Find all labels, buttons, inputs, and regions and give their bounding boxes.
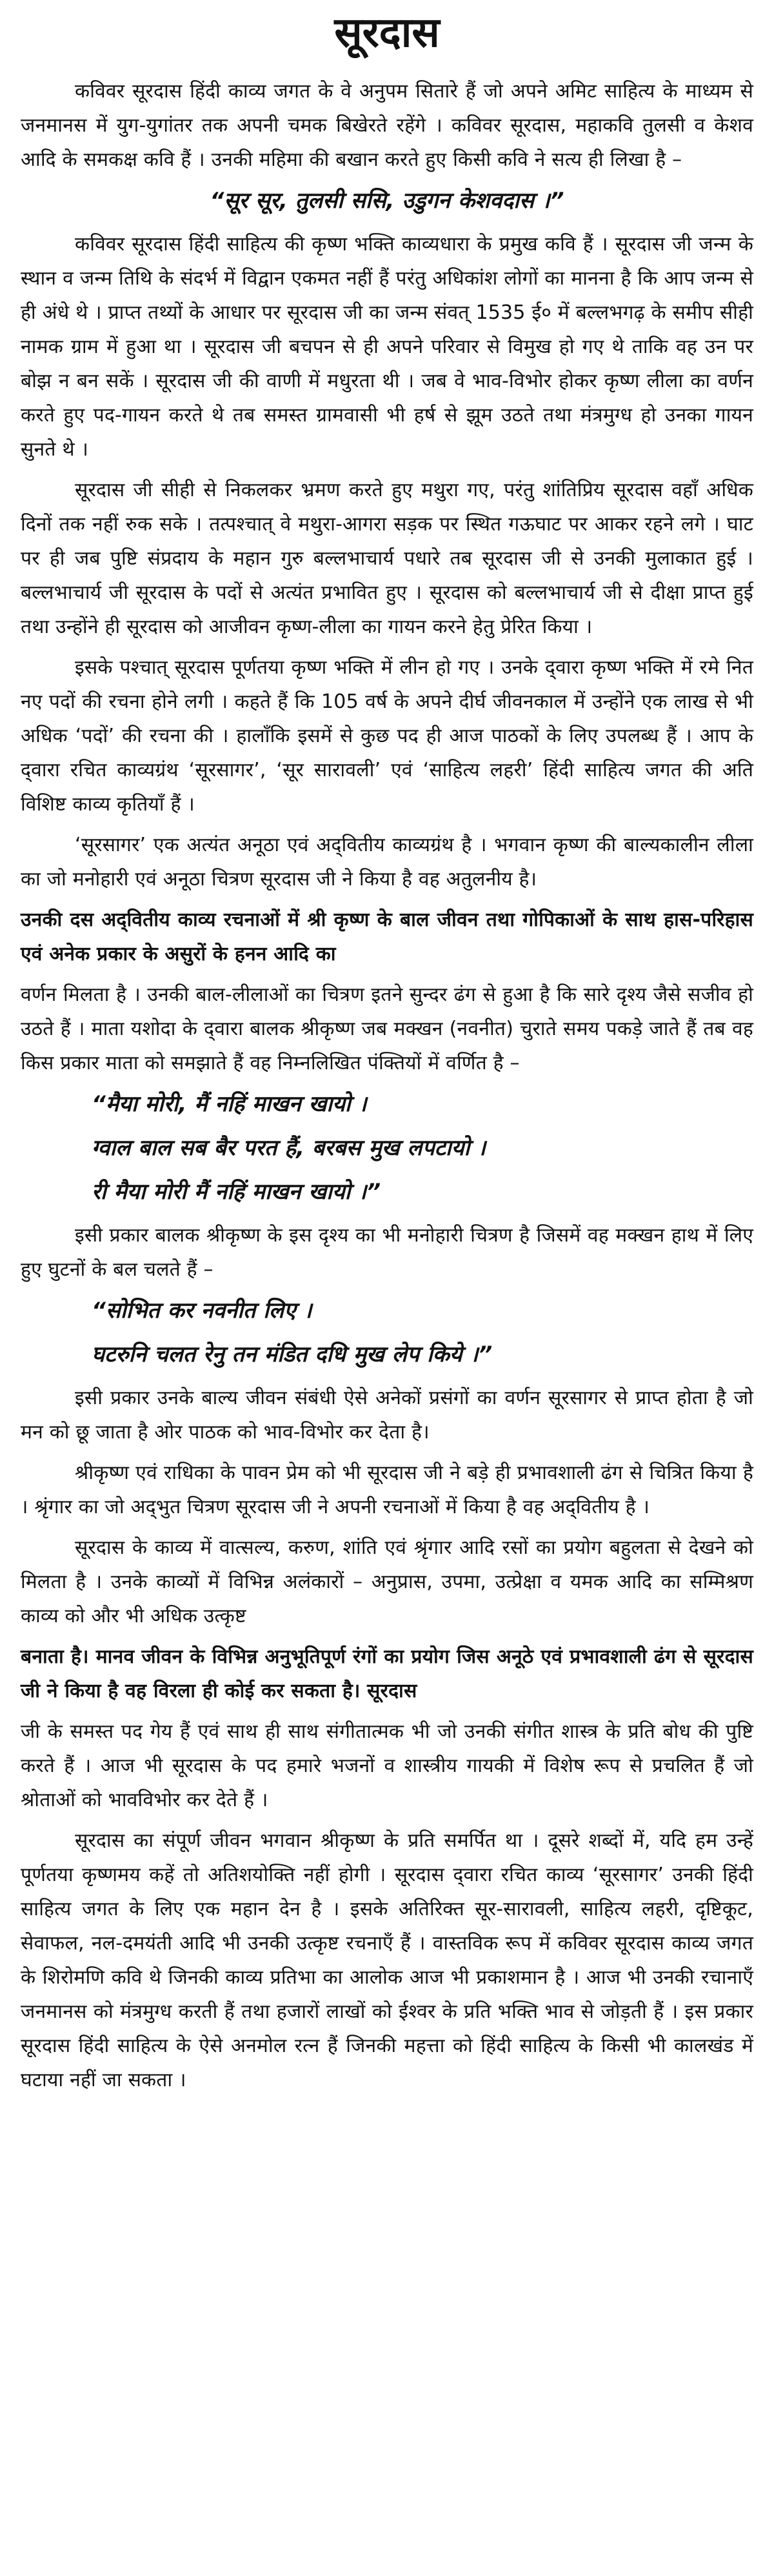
verse-line-2: ग्वाल बाल सब बैर परत हैं, बरबस मुख लपटायो । <box>92 1135 486 1162</box>
paragraph-mathura: सूरदास जी सीही से निकलकर भ्रमण करते हुए मथुरा गए, परंतु शांतिप्रिय सूरदास वहाँ अधिक दिनों तक नहीं रुक सके । तत्पश्चात् वे मथुरा-आगरा सड़क पर स्थित गऊघाट पर आकर रहने लगे । घाट पर ही जब पुष्टि संप्रदाय के महान गुरु बल्लभाचार्य पधारे तब सूरदास जी से उनकी मुलाकात हुई । बल्लभाचार्य जी सूरदास के पदों से अत्यंत प्रभावित हुए । सूरदास को बल्लभाचार्य जी से दीक्षा प्राप्त हुई तथा उन्होंने ही सूरदास को आजीवन कृष्ण-लीला का गायन करने हेतु प्रेरित किया । <box>21 479 753 639</box>
paragraph-devotion: इसके पश्चात् सूरदास पूर्णतया कृष्ण भक्ति में लीन हो गए । उनके द्‌वारा कृष्ण भक्ति में रमे नित नए पदों की रचना होने लगी । कहते हैं कि 105 वर्ष के अपने दीर्घ जीवनकाल में उन्होंने एक लाख से भी अधिक ‘पदों’ की रचना की । हालाँकि इसमें से कुछ पद ही आज पाठकों के लिए उपलब्ध हैं । आप के द्‌वारा रचित काव्यग्रंथ ‘सूरसागर’, ‘सूर सारावली’ एवं ‘साहित्य लहरी’ हिंदी साहित्य जगत की अति विशिष्ट काव्य कृतियाँ हैं । <box>21 656 753 816</box>
paragraph-sursagar-cont: वर्णन मिलता है । उनकी बाल-लीलाओं का चित्रण इतने सुन्दर ढंग से हुआ है कि सारे दृश्य जैसे सजीव हो उठते हैं । माता यशोदा के द्‌वारा बालक श्रीकृष्ण जब मक्खन (नवनीत) चुराते समय पकड़े जाते हैं तब वह किस प्रकार माता को समझाते हैं वह निम्नलिखित पंक्तियों में वर्णित है – <box>21 983 753 1075</box>
paragraph-sursagar-bold: उनकी दस अद्‌वितीय काव्य रचनाओं में श्री कृष्ण के बाल जीवन तथा गोपिकाओं के साथ हास-परिहास एवं अनेक प्रकार के असुरों के हनन आदि का <box>21 909 753 966</box>
paragraph-rasa-bold: बनाता है। मानव जीवन के विभिन्न अनुभूतिपूर्ण रंगों का प्रयोग जिस अनूठे एवं प्रभावशाली ढंग से सूरदास जी ने किया है वह विरला ही कोई कर सकता है। सूरदास <box>21 1645 753 1703</box>
couplet-quote: “सूर सूर, तुलसी ससि, उडुगन केशवदास ।” <box>210 188 564 214</box>
paragraph-crawling: इसी प्रकार बालक श्रीकृष्ण के इस दृश्य का भी मनोहारी चित्रण है जिसमें वह मक्खन हाथ में लिए हुए घुटनों के बल चलते हैं – <box>21 1224 753 1282</box>
paragraph-conclusion: सूरदास का संपूर्ण जीवन भगवान श्रीकृष्ण के प्रति समर्पित था । दूसरे शब्दों में, यदि हम उन्हें पूर्णतया कृष्णमय कहें तो अतिशयोक्ति नहीं होगी । सूरदास द्‌वारा रचित काव्य ‘सूरसागर’ उनकी हिंदी साहित्य जगत के लिए एक महान देन है । इसके अतिरिक्त सूर-सारावली, साहित्य लहरी, दृष्टिकूट, सेवाफल, नल-दमयंती आदि भी उनकी उत्कृष्ट रचनाएँ हैं । वास्तविक रूप में कविवर सूरदास काव्य जगत के शिरोमणि कवि थे जिनकी काव्य प्रतिभा का आलोक आज भी प्रकाशमान है । आज भी उनकी रचानाएँ जनमानस को मंत्रमुग्ध करती हैं तथा हजारों लाखों को ईश्वर के प्रति भक्ति भाव से जोड़ती हैं । इस प्रकार सूरदास हिंदी साहित्य के ऐसे अनमोल रत्न हैं जिनकी महत्ता को हिंदी साहित्य के किसी भी कालखंड में घटाया नहीं जा सकता । <box>21 1829 753 2092</box>
verse-2-line-2: घटरुनि चलत रेनु तन मंडित दधि मुख लेप किये ।” <box>92 1342 493 1368</box>
paragraph-intro: कविवर सूरदास हिंदी काव्य जगत के वे अनुपम सितारे हैं जो अपने अमिट साहित्य के माध्यम से जनमानस में युग-युगांतर तक अपनी चमक बिखेरते रहेंगे । कविवर सूरदास, महाकवि तुलसी व केशव आदि के समकक्ष कवि हैं । उनकी महिमा की बखान करते हुए किसी कवि ने सत्य ही लिखा है – <box>21 80 753 172</box>
paragraph-radha: श्रीकृष्ण एवं राधिका के पावन प्रेम को भी सूरदास जी ने बड़े ही प्रभावशाली ढंग से चित्रित किया है । श्रृंगार का जो अद्‌भुत चित्रण सूरदास जी ने अपनी रचनाओं में किया है वह अद्‌वितीय है । <box>21 1462 753 1519</box>
verse-line-3: री मैया मोरी मैं नहिं माखन खायो ।” <box>92 1179 381 1205</box>
paragraph-sursagar: ‘सूरसागर’ एक अत्यंत अनूठा एवं अद्‌वितीय काव्यग्रंथ है । भगवान कृष्ण की बाल्यकालीन लीला का जो मनोहारी एवं अनूठा चित्रण सूरदास जी ने किया है वह अतुलनीय है। <box>21 834 753 891</box>
verse-2-line-1: “सोभित कर नवनीत लिए । <box>92 1298 312 1324</box>
page-title: सूरदास <box>334 9 440 57</box>
paragraph-birth: कविवर सूरदास हिंदी साहित्य की कृष्ण भक्ति काव्यधारा के प्रमुख कवि हैं । सूरदास जी जन्म के स्थान व जन्म तिथि के संदर्भ में विद्वान एकमत नहीं हैं परंतु अधिकांश लोगों का मानना है कि आप जन्म से ही अंधे थे । प्राप्त तथ्यों के आधार पर सूरदास जी का जन्म संवत् 1535 ई० में बल्लभगढ़ के समीप सीही नामक ग्राम में हुआ था । सूरदास जी बचपन से ही अपने परिवार से विमुख हो गए थे ताकि वह उन पर बोझ न बन सकें । सूरदास जी की वाणी में मधुरता थी । जब वे भाव-विभोर होकर कृष्ण लीला का वर्णन करते हुए पद-गायन करते थे तब समस्त ग्रामवासी भी हर्ष से झूम उठते तथा मंत्रमुग्ध हो उनका गायन सुनते थे । <box>21 233 753 461</box>
verse-line-1: “मैया मोरी, मैं नहिं माखन खायो । <box>92 1091 367 1118</box>
paragraph-rasa-cont: जी के समस्त पद गेय हैं एवं साथ ही साथ संगीतात्मक भी जो उनकी संगीत शास्त्र के प्रति बोध की पुष्टि करते हैं । आज भी सूरदास के पद हमारे भजनों व शास्त्रीय गायकी में विशेष रूप से प्रचलित हैं जो श्रोताओं को भावविभोर कर देते हैं । <box>21 1720 753 1812</box>
paragraph-childhood: इसी प्रकार उनके बाल्य जीवन संबंधी ऐसे अनेकों प्रसंगों का वर्णन सूरसागर से प्राप्त होता है जो मन को छू जाता है ओर पाठक को भाव-विभोर कर देता है। <box>21 1387 753 1444</box>
paragraph-rasa: सूरदास के काव्य में वात्सल्य, करुण, शांति एवं श्रृंगार आदि रसों का प्रयोग बहुलता से देखने को मिलता है । उनके काव्यों में विभिन्न अलंकारों – अनुप्रास, उपमा, उत्प्रेक्षा व यमक आदि का सम्मिश्रण काव्य को और भी अधिक उत्कृष्ट <box>21 1536 753 1628</box>
